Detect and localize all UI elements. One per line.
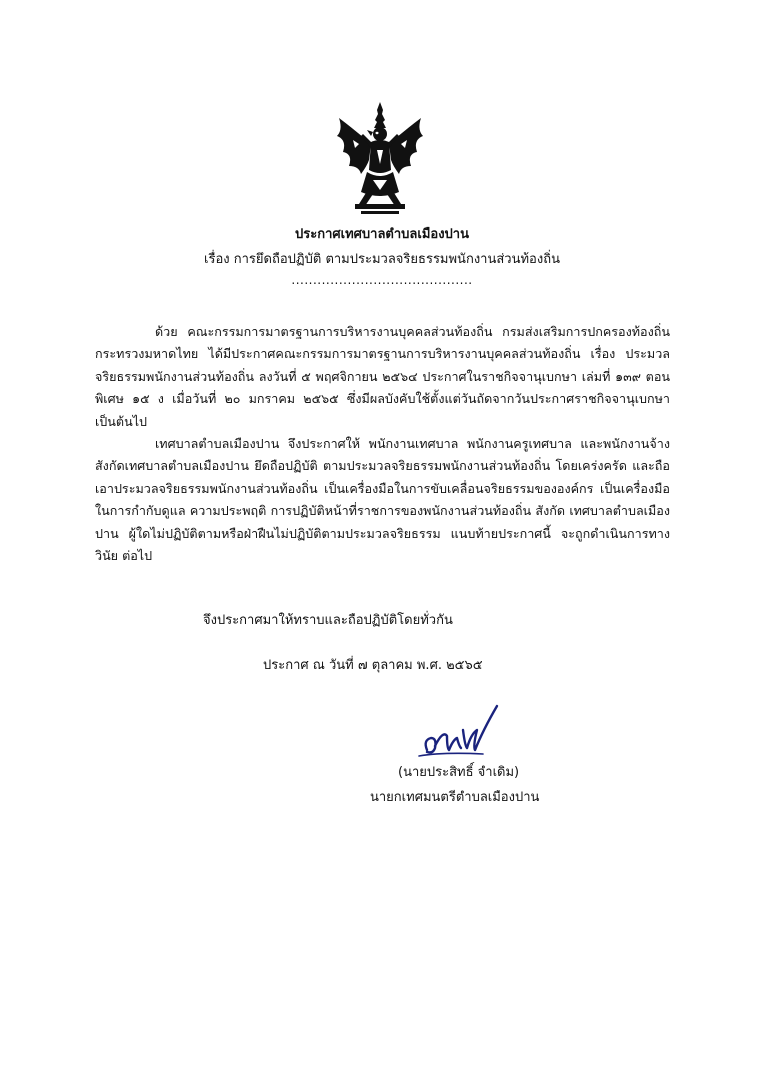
body-paragraph-2: เทศบาลตำบลเมืองปาน จึงประกาศให้ พนักงานเทศบาล พนักงานครูเทศบาล และพนักงานจ้าง สังกัดเทศบาลตำบลเมืองปาน ยึดถือปฏิบัติ ตามประมวลจริยธรรมพนักงานส่วนท้องถิ่น โดยเคร่งครัด และถือเอาประมวลจริยธรรมพนักงานส่วนท้องถิ่น เป็นเครื่องมือในการขับเคลื่อนจริยธรรมขององค์กร เป็นเครื่องมือในการกำกับดูแล ความประพฤติ การปฏิบัติหน้าที่ราชการของพนักงานส่วนท้องถิ่น สังกัด เทศบาลตำบลเมืองปาน ผู้ใดไม่ปฏิบัติตามหรือฝ่าฝืนไม่ปฏิบัติตามประมวลจริยธรรม แนบท้ายประกาศนี้ จะถูกดำเนินการทางวินัย ต่อไป — [95, 436, 670, 564]
document-body — [95, 321, 670, 567]
document-title: ประกาศเทศบาลตำบลเมืองปาน — [295, 227, 469, 242]
announcement-date: ประกาศ ณ วันที่ ๗ ตุลาคม พ.ศ. ๒๕๖๕ — [263, 658, 483, 673]
body-paragraph-1: ด้วย คณะกรรมการมาตรฐานการบริหารงานบุคคลส่วนท้องถิ่น กรมส่งเสริมการปกครองท้องถิ่น กระทรวงมหาดไทย ได้มีประกาศคณะกรรมการมาตรฐานการบริหารงานบุคคลส่วนท้องถิ่น เรื่อง ประมวลจริยธรรมพนักงานส่วนท้องถิ่น ลงวันที่ ๕ พฤศจิกายน ๒๕๖๔ ประกาศในราชกิจจานุเบกษา เล่มที่ ๑๓๙ ตอนพิเศษ ๑๕ ง เมื่อวันที่ ๒๐ มกราคม ๒๕๖๕ ซึ่งมีผลบังคับใช้ตั้งแต่วันถัดจากวันประกาศราชกิจจานุเบกษา เป็นต้นไป — [95, 324, 670, 429]
closing-statement: จึงประกาศมาให้ทราบและถือปฏิบัติโดยทั่วกัน — [203, 613, 453, 628]
garuda-emblem-icon — [333, 100, 427, 218]
signer-name: (นายประสิทธิ์ จำเดิม) — [398, 765, 520, 780]
separator-line: .......................................... — [291, 273, 473, 287]
signer-position: นายกเทศมนตรีตำบลเมืองปาน — [370, 790, 540, 805]
handwritten-signature — [413, 700, 513, 760]
document-subject: เรื่อง การยึดถือปฏิบัติ ตามประมวลจริยธรรมพนักงานส่วนท้องถิ่น — [204, 252, 560, 267]
